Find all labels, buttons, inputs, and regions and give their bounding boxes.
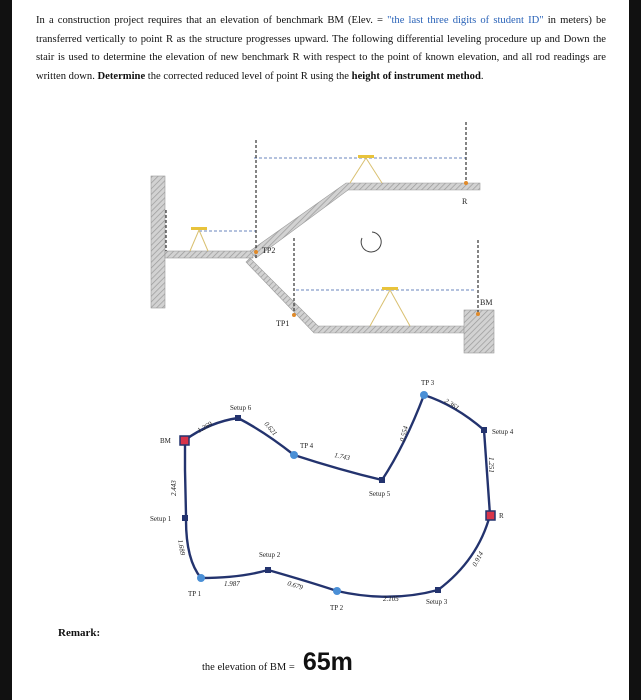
setup5-marker (379, 477, 385, 483)
bm-elevation-label: the elevation of BM = (202, 662, 295, 673)
loop-path (185, 395, 490, 597)
reading-setup2-tp2: 0.679 (286, 579, 304, 592)
method-keyword: height of instrument method (351, 70, 481, 82)
student-id-note: "the last three digits of student ID" (387, 15, 544, 26)
reading-bm-setup1: 2.443 (170, 480, 178, 496)
structure-label-tp2: TP2 (262, 246, 276, 255)
reading-setup3-r: 0.914 (470, 550, 486, 568)
reading-setup1-tp1: 1.689 (176, 538, 187, 556)
reading-setup6-bm: 1.269 (196, 419, 214, 435)
label-setup6: Setup 6 (230, 404, 252, 412)
label-tp2: TP 2 (330, 604, 344, 612)
r-point-marker (486, 511, 495, 520)
bm-elevation-value: 65m (302, 648, 353, 676)
bm-point-marker (180, 436, 189, 445)
reading-setup5-tp4: 1.743 (333, 451, 351, 463)
reading-r-setup4: 1.251 (487, 457, 495, 473)
tp3-point-marker (420, 391, 428, 399)
reading-tp4-setup6: 0.621 (262, 420, 279, 438)
reading-tp3-setup5: 0.554 (398, 425, 411, 443)
label-tp4: TP 4 (300, 442, 314, 450)
reading-setup4-tp3: 2.361 (442, 396, 461, 413)
label-tp1: TP 1 (188, 590, 202, 598)
label-r: R (499, 512, 504, 520)
reading-tp2-setup3: 2.105 (383, 595, 399, 603)
setup2-marker (265, 567, 271, 573)
tp2-point-marker (333, 587, 341, 595)
tp4-point-marker (290, 451, 298, 459)
problem-text-1: In a construction project requires that an elevation of benchmark BM (Elev. = (36, 15, 388, 26)
setup6-marker (235, 415, 241, 421)
label-bm: BM (160, 437, 171, 445)
tp1-point-marker (197, 574, 205, 582)
problem-text-3: the corrected reduced level of point R using the (145, 70, 352, 82)
label-setup5: Setup 5 (369, 490, 391, 498)
problem-text-end: . (480, 70, 484, 82)
structure-label-tp1: TP1 (276, 319, 290, 328)
remark-label: Remark: (58, 627, 101, 639)
label-setup2: Setup 2 (259, 551, 281, 559)
structure-label-r: R (462, 197, 468, 206)
bm-elevation-line (202, 648, 353, 677)
setup1-marker (182, 515, 188, 521)
structure-label-bm: BM (480, 298, 493, 307)
setup3-marker (435, 587, 441, 593)
setup4-marker (481, 427, 487, 433)
reading-tp1-setup2: 1.987 (224, 580, 240, 588)
determine-keyword: Determine (97, 70, 146, 82)
label-setup1: Setup 1 (150, 515, 172, 523)
label-setup4: Setup 4 (492, 428, 514, 436)
label-setup3: Setup 3 (426, 598, 448, 606)
problem-text-2: in meters) be transferred vertically to point R as the structure progresses upward. The following differential leveling procedure up and Down the stair is used to determine the elevation of new benchmark R with respect to the point of known elevation, and all rod readings are written down. (36, 15, 606, 82)
label-tp3: TP 3 (421, 379, 435, 387)
